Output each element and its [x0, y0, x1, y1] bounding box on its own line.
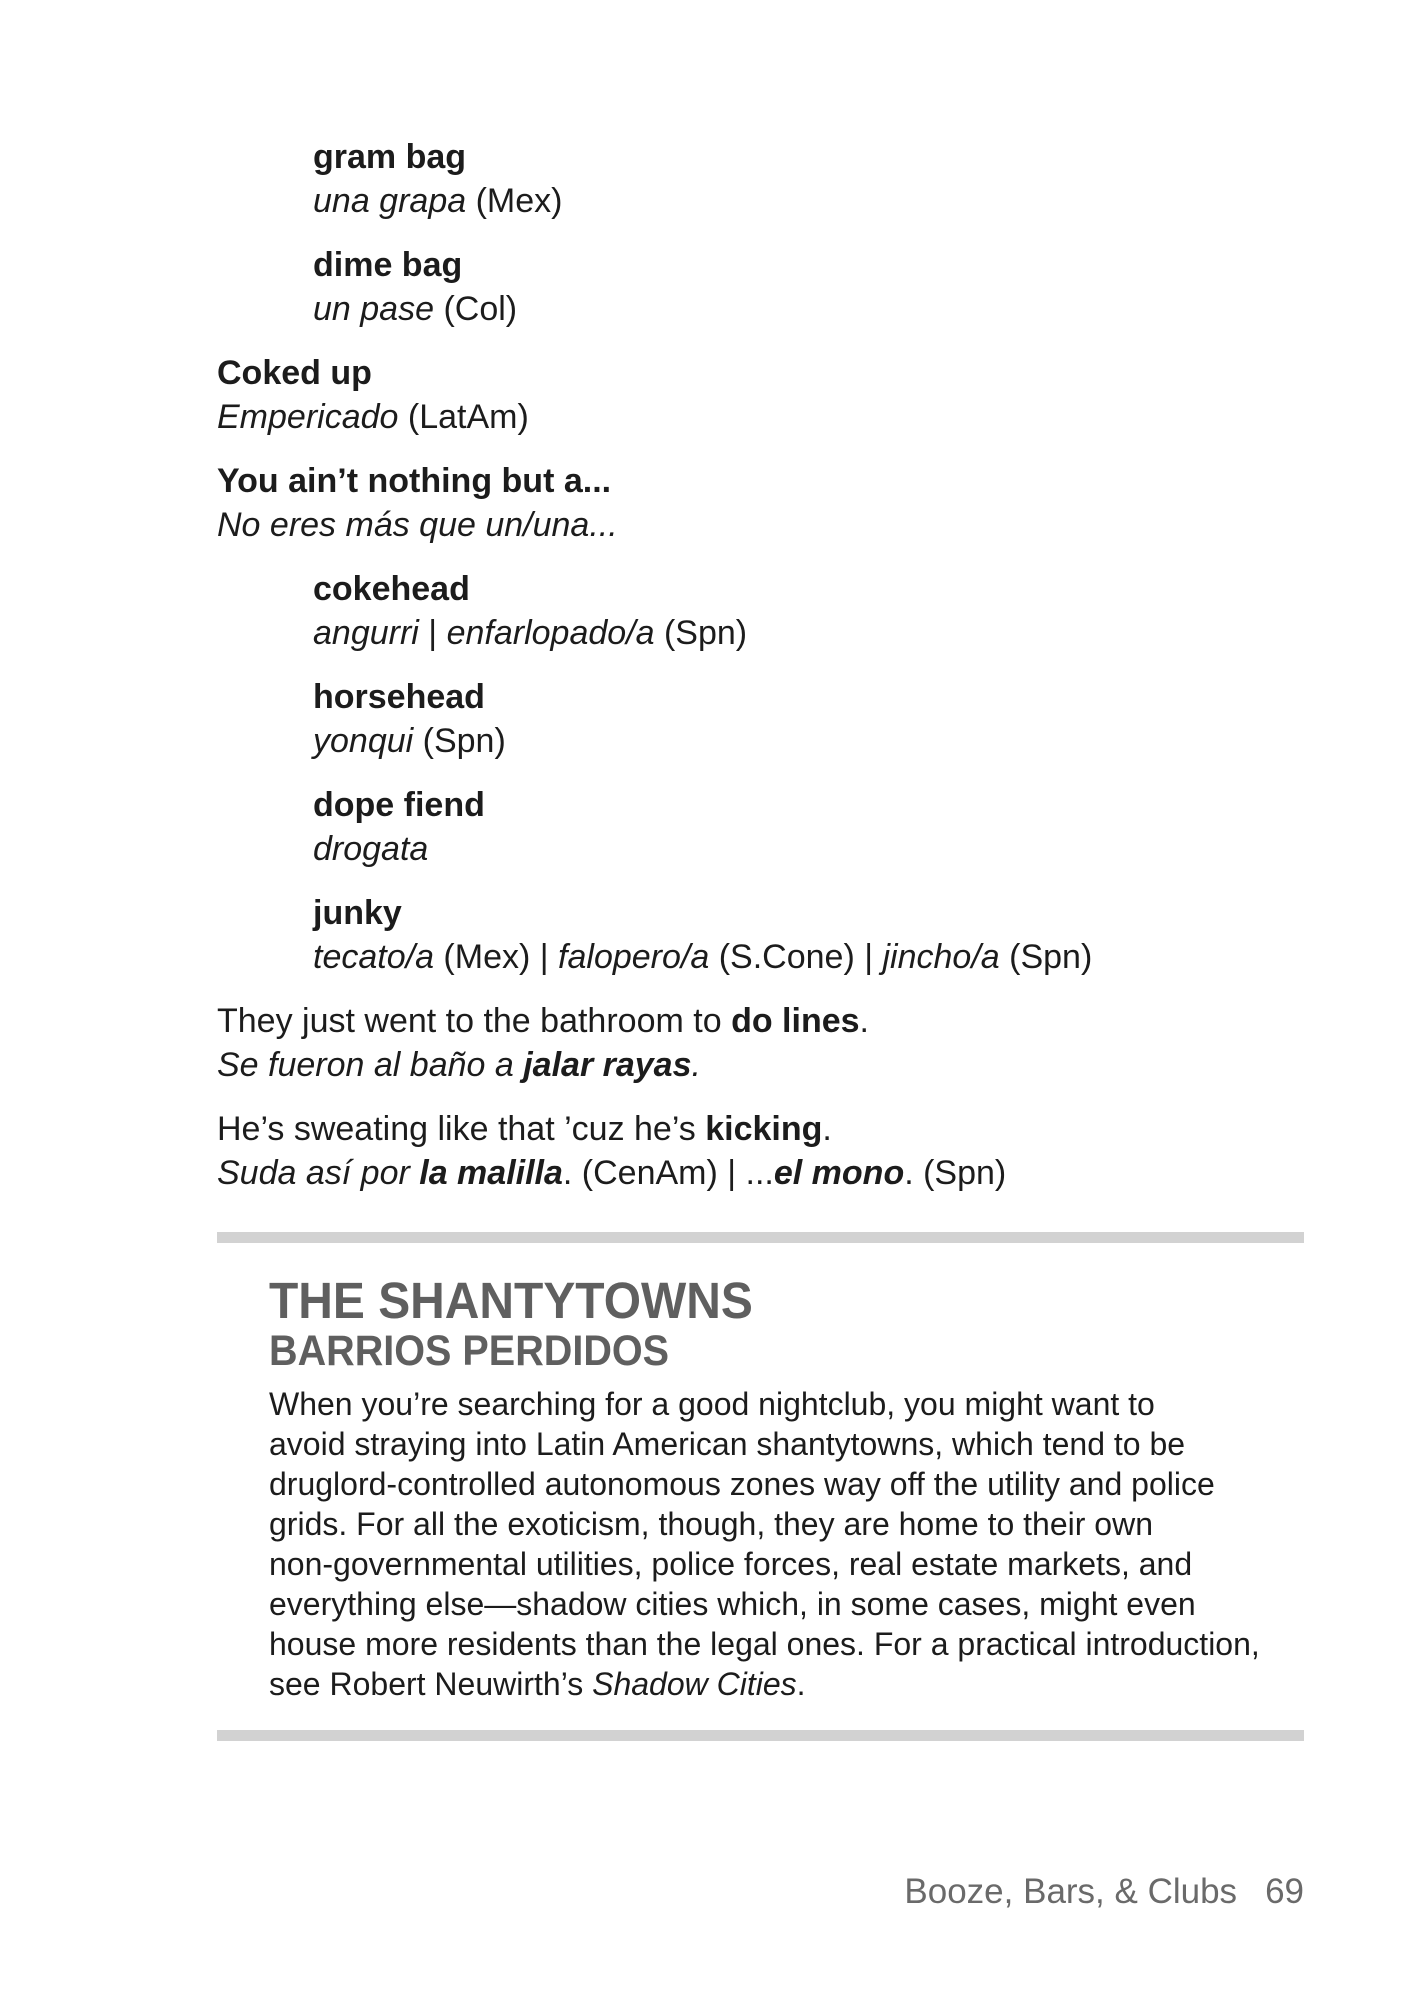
sidebar-body-line: non-governmental utilities, police forces, real estate markets, and [269, 1546, 1193, 1582]
sidebar-body-line: everything else—shadow cities which, in some cases, might even [269, 1586, 1196, 1622]
sidebar-bottom-rule [217, 1730, 1304, 1741]
entry-english: gram bag [313, 138, 467, 176]
sentence-spanish: Suda así por la malilla. (CenAm) | ...el mono. (Spn) [217, 1154, 1007, 1192]
entry-spanish: tecato/a (Mex) | falopero/a (S.Cone) | jincho/a (Spn) [313, 938, 1093, 976]
example-sentence-kicking [217, 1107, 1006, 1195]
entry-english: dope fiend [313, 786, 485, 824]
sidebar-body-line: druglord-controlled autonomous zones way off the utility and police [269, 1466, 1215, 1502]
entry-spanish: angurri | enfarlopado/a (Spn) [313, 614, 748, 652]
entry-spanish: Empericado (LatAm) [217, 398, 529, 436]
sidebar-top-rule [217, 1232, 1304, 1243]
vocab-entry-coked-up [217, 351, 529, 439]
entry-spanish: yonqui (Spn) [313, 722, 506, 760]
entry-spanish: No eres más que un/una... [217, 506, 618, 544]
vocab-entry-dime-bag [313, 243, 517, 331]
vocab-entry-gram-bag [313, 135, 562, 223]
sentence-english: They just went to the bathroom to do lines. [217, 1002, 869, 1040]
entry-spanish: un pase (Col) [313, 290, 518, 328]
sidebar-body-line: When you’re searching for a good nightclub, you might want to [269, 1386, 1155, 1422]
vocab-entry-junky [313, 891, 1092, 979]
sentence-english: He’s sweating like that ’cuz he’s kicking. [217, 1110, 832, 1148]
page-footer [904, 1870, 1304, 1914]
entry-english: Coked up [217, 354, 372, 392]
entry-english: horsehead [313, 678, 485, 716]
book-title: Shadow Cities [592, 1666, 797, 1702]
entry-spanish: una grapa (Mex) [313, 182, 563, 220]
entry-english: cokehead [313, 570, 470, 608]
vocab-entry-dope-fiend [313, 783, 485, 871]
entry-english: junky [313, 894, 402, 932]
example-sentence-do-lines [217, 999, 869, 1087]
sidebar-body-line: avoid straying into Latin American shantytowns, which tend to be [269, 1426, 1186, 1462]
sidebar-body [269, 1384, 1259, 1704]
page-number: 69 [1265, 1872, 1304, 1911]
sidebar-subtitle: BARRIOS PERDIDOS [269, 1327, 670, 1375]
sidebar-body-line: house more residents than the legal ones. For a practical introduction, [269, 1626, 1260, 1662]
sidebar-body-line-last: see Robert Neuwirth’s Shadow Cities. [269, 1666, 806, 1702]
entry-spanish: drogata [313, 830, 429, 868]
vocab-entry-you-aint-nothing [217, 459, 618, 547]
sentence-spanish: Se fueron al baño a jalar rayas. [217, 1046, 701, 1084]
entry-english: You ain’t nothing but a... [217, 462, 612, 500]
vocab-entry-horsehead [313, 675, 506, 763]
footer-section-title: Booze, Bars, & Clubs [904, 1872, 1238, 1911]
entry-english: dime bag [313, 246, 463, 284]
vocab-entry-cokehead [313, 567, 747, 655]
sidebar-title: THE SHANTYTOWNS [269, 1272, 753, 1329]
sidebar-body-line: grids. For all the exoticism, though, they are home to their own [269, 1506, 1153, 1542]
